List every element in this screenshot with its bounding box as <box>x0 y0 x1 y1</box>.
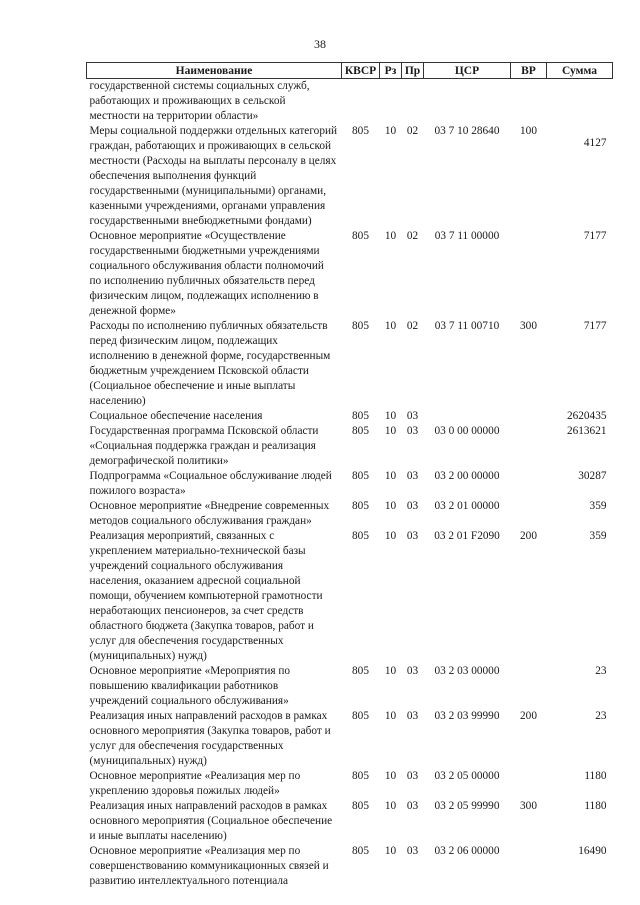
cell-vr <box>511 79 547 125</box>
table-header <box>87 63 613 79</box>
cell-name: Подпрограмма «Социальное обслуживание людей пожилого возраста» <box>89 470 332 497</box>
cell-csr <box>424 79 511 125</box>
cell-sum: 1180 <box>584 800 607 812</box>
cell-csr: 03 7 10 28640 <box>434 125 500 137</box>
table-row <box>87 769 613 799</box>
cell-csr: 03 2 00 00000 <box>434 470 500 482</box>
cell-vr <box>511 844 547 889</box>
cell-rz: 10 <box>384 845 397 857</box>
cell-sum: 7177 <box>583 230 607 242</box>
cell-vr <box>511 469 547 499</box>
cell-rz: 10 <box>384 125 397 137</box>
cell-csr: 03 2 01 F2090 <box>434 530 500 542</box>
cell-rz: 10 <box>384 710 397 722</box>
cell-name: Меры социальной поддержки отдельных категорий граждан, работающих и проживающих в сельской местности (Расходы на выплаты персоналу в целях обеспечения выполнения функций государственными (муниципальными) органами, казенными учреждениями, органами управления государственными внебюджетными фондами) <box>89 125 338 227</box>
cell-sum: 2613621 <box>566 425 607 437</box>
cell-name: Основное мероприятие «Внедрение современных методов социального обслуживания граждан» <box>89 500 330 527</box>
cell-sum: 359 <box>589 500 607 512</box>
cell-csr: 03 7 11 00000 <box>434 230 500 242</box>
cell-name: Основное мероприятие «Осуществление государственными бюджетными учреждениями социального обслуживания области полномочий по исполнению публичных обязательств перед физическим лицом, подлежащих исполнению в денежной форме» <box>89 230 324 317</box>
cell-pr: 03 <box>406 410 419 422</box>
cell-sum: 2620435 <box>566 410 607 422</box>
cell-sum: 23 <box>595 665 607 677</box>
cell-name: государственной системы социальных служб, работающих и проживающих в сельской местности на территории области» <box>89 80 310 122</box>
cell-csr: 03 7 11 00710 <box>434 320 500 332</box>
cell-kvsr: 805 <box>352 770 369 782</box>
cell-csr: 03 2 05 99990 <box>434 800 500 812</box>
cell-csr: 03 2 05 00000 <box>434 770 500 782</box>
cell-rz <box>380 79 402 125</box>
cell-vr: 300 <box>520 800 537 812</box>
cell-pr: 03 <box>406 845 419 857</box>
cell-rz: 10 <box>384 230 397 242</box>
cell-kvsr: 805 <box>352 125 369 137</box>
cell-pr: 03 <box>406 530 419 542</box>
cell-vr <box>511 664 547 709</box>
cell-kvsr: 805 <box>352 665 369 677</box>
cell-csr: 03 2 03 99990 <box>434 710 500 722</box>
cell-name: Основное мероприятие «Мероприятия по повышению квалификации работников учреждений социального обслуживания» <box>89 665 291 707</box>
table-row <box>87 529 613 664</box>
cell-name: Основное мероприятие «Реализация мер по совершенствованию коммуникационных связей и развитию интеллектуального потенциала <box>89 845 329 887</box>
cell-kvsr: 805 <box>352 410 369 422</box>
cell-pr: 03 <box>406 710 419 722</box>
cell-vr <box>511 409 547 424</box>
cell-pr: 03 <box>406 470 419 482</box>
cell-sum: 359 <box>589 530 607 542</box>
table-row <box>87 709 613 769</box>
cell-vr: 300 <box>520 320 537 332</box>
cell-pr: 03 <box>406 425 419 437</box>
cell-name: Социальное обеспечение населения <box>89 410 263 422</box>
table-row <box>87 409 613 424</box>
cell-pr: 02 <box>406 230 419 242</box>
cell-sum: 30287 <box>578 470 607 482</box>
table-row <box>87 664 613 709</box>
header-kvsr: КВСР <box>342 63 380 79</box>
table-row <box>87 229 613 319</box>
cell-rz: 10 <box>384 530 397 542</box>
cell-pr: 03 <box>406 665 419 677</box>
cell-kvsr: 805 <box>352 845 369 857</box>
cell-name: Реализация иных направлений расходов в рамках основного мероприятия (Закупка товаров, работ и услуг для обеспечения государственных (муниципальных) нужд) <box>89 710 331 767</box>
cell-vr <box>511 229 547 319</box>
cell-pr: 03 <box>406 770 419 782</box>
table-body <box>87 79 613 890</box>
cell-rz: 10 <box>384 665 397 677</box>
cell-rz: 10 <box>384 425 397 437</box>
cell-vr <box>511 769 547 799</box>
table-row <box>87 844 613 889</box>
cell-sum: 4127 <box>583 137 607 149</box>
cell-kvsr: 805 <box>352 500 369 512</box>
cell-csr: 03 2 03 00000 <box>434 665 500 677</box>
header-pr: Пр <box>402 63 424 79</box>
table-row <box>87 124 613 229</box>
cell-sum: 23 <box>595 710 607 722</box>
cell-pr: 03 <box>406 800 419 812</box>
cell-name: Государственная программа Псковской области «Социальная поддержка граждан и реализация демографической политики» <box>89 425 319 467</box>
table-row <box>87 499 613 529</box>
cell-vr: 200 <box>520 530 537 542</box>
header-rz: Рз <box>380 63 402 79</box>
cell-kvsr: 805 <box>352 800 369 812</box>
header-csr: ЦСР <box>424 63 511 79</box>
cell-pr: 03 <box>406 500 419 512</box>
cell-csr <box>424 409 511 424</box>
cell-rz: 10 <box>384 470 397 482</box>
cell-csr: 03 2 06 00000 <box>434 845 500 857</box>
cell-pr: 02 <box>406 320 419 332</box>
cell-sum: 1180 <box>584 770 607 782</box>
cell-name: Расходы по исполнению публичных обязательств перед физическим лицом, подлежащих исполнению в денежной форме, государственным бюджетным учреждением Псковской области (Социальное обеспечение и иные выплаты населению) <box>89 320 331 407</box>
table-row <box>87 469 613 499</box>
header-vr: ВР <box>511 63 547 79</box>
cell-kvsr: 805 <box>352 530 369 542</box>
cell-csr: 03 0 00 00000 <box>434 425 500 437</box>
table-row <box>87 424 613 469</box>
cell-rz: 10 <box>384 500 397 512</box>
table-row <box>87 799 613 844</box>
cell-vr: 100 <box>520 125 537 137</box>
cell-rz: 10 <box>384 770 397 782</box>
cell-vr <box>511 424 547 469</box>
header-name: Наименование <box>87 63 342 79</box>
cell-name: Реализация иных направлений расходов в рамках основного мероприятия (Социальное обеспечение и иные выплаты населению) <box>89 800 333 842</box>
cell-name: Основное мероприятие «Реализация мер по укреплению здоровья пожилых людей» <box>89 770 301 797</box>
cell-csr: 03 2 01 00000 <box>434 500 500 512</box>
cell-vr: 200 <box>520 710 537 722</box>
cell-kvsr <box>342 79 380 125</box>
cell-name: Реализация мероприятий, связанных с укреплением материально-технической базы учреждений социального обслуживания населения, оказанием адресной социальной помощи, обучением компьютерной грамотности неработающих пенсионеров, за счет средств областного бюджета (Закупка товаров, работ и услуг для обеспечения государственных (муниципальных) нужд) <box>89 530 323 662</box>
cell-kvsr: 805 <box>352 470 369 482</box>
cell-sum: 16490 <box>578 845 607 857</box>
cell-rz: 10 <box>384 320 397 332</box>
cell-sum: 7177 <box>583 320 607 332</box>
cell-rz: 10 <box>384 800 397 812</box>
cell-vr <box>511 499 547 529</box>
cell-kvsr: 805 <box>352 710 369 722</box>
table-row <box>87 319 613 409</box>
table-header-row <box>87 63 613 79</box>
budget-table <box>86 62 613 889</box>
header-sum: Сумма <box>547 63 613 79</box>
cell-kvsr: 805 <box>352 320 369 332</box>
table-row <box>87 79 613 125</box>
cell-pr <box>402 79 424 125</box>
page-number: 38 <box>314 37 326 51</box>
cell-sum <box>547 79 613 125</box>
cell-rz: 10 <box>384 410 397 422</box>
cell-kvsr: 805 <box>352 230 369 242</box>
cell-kvsr: 805 <box>352 425 369 437</box>
cell-pr: 02 <box>406 125 419 137</box>
